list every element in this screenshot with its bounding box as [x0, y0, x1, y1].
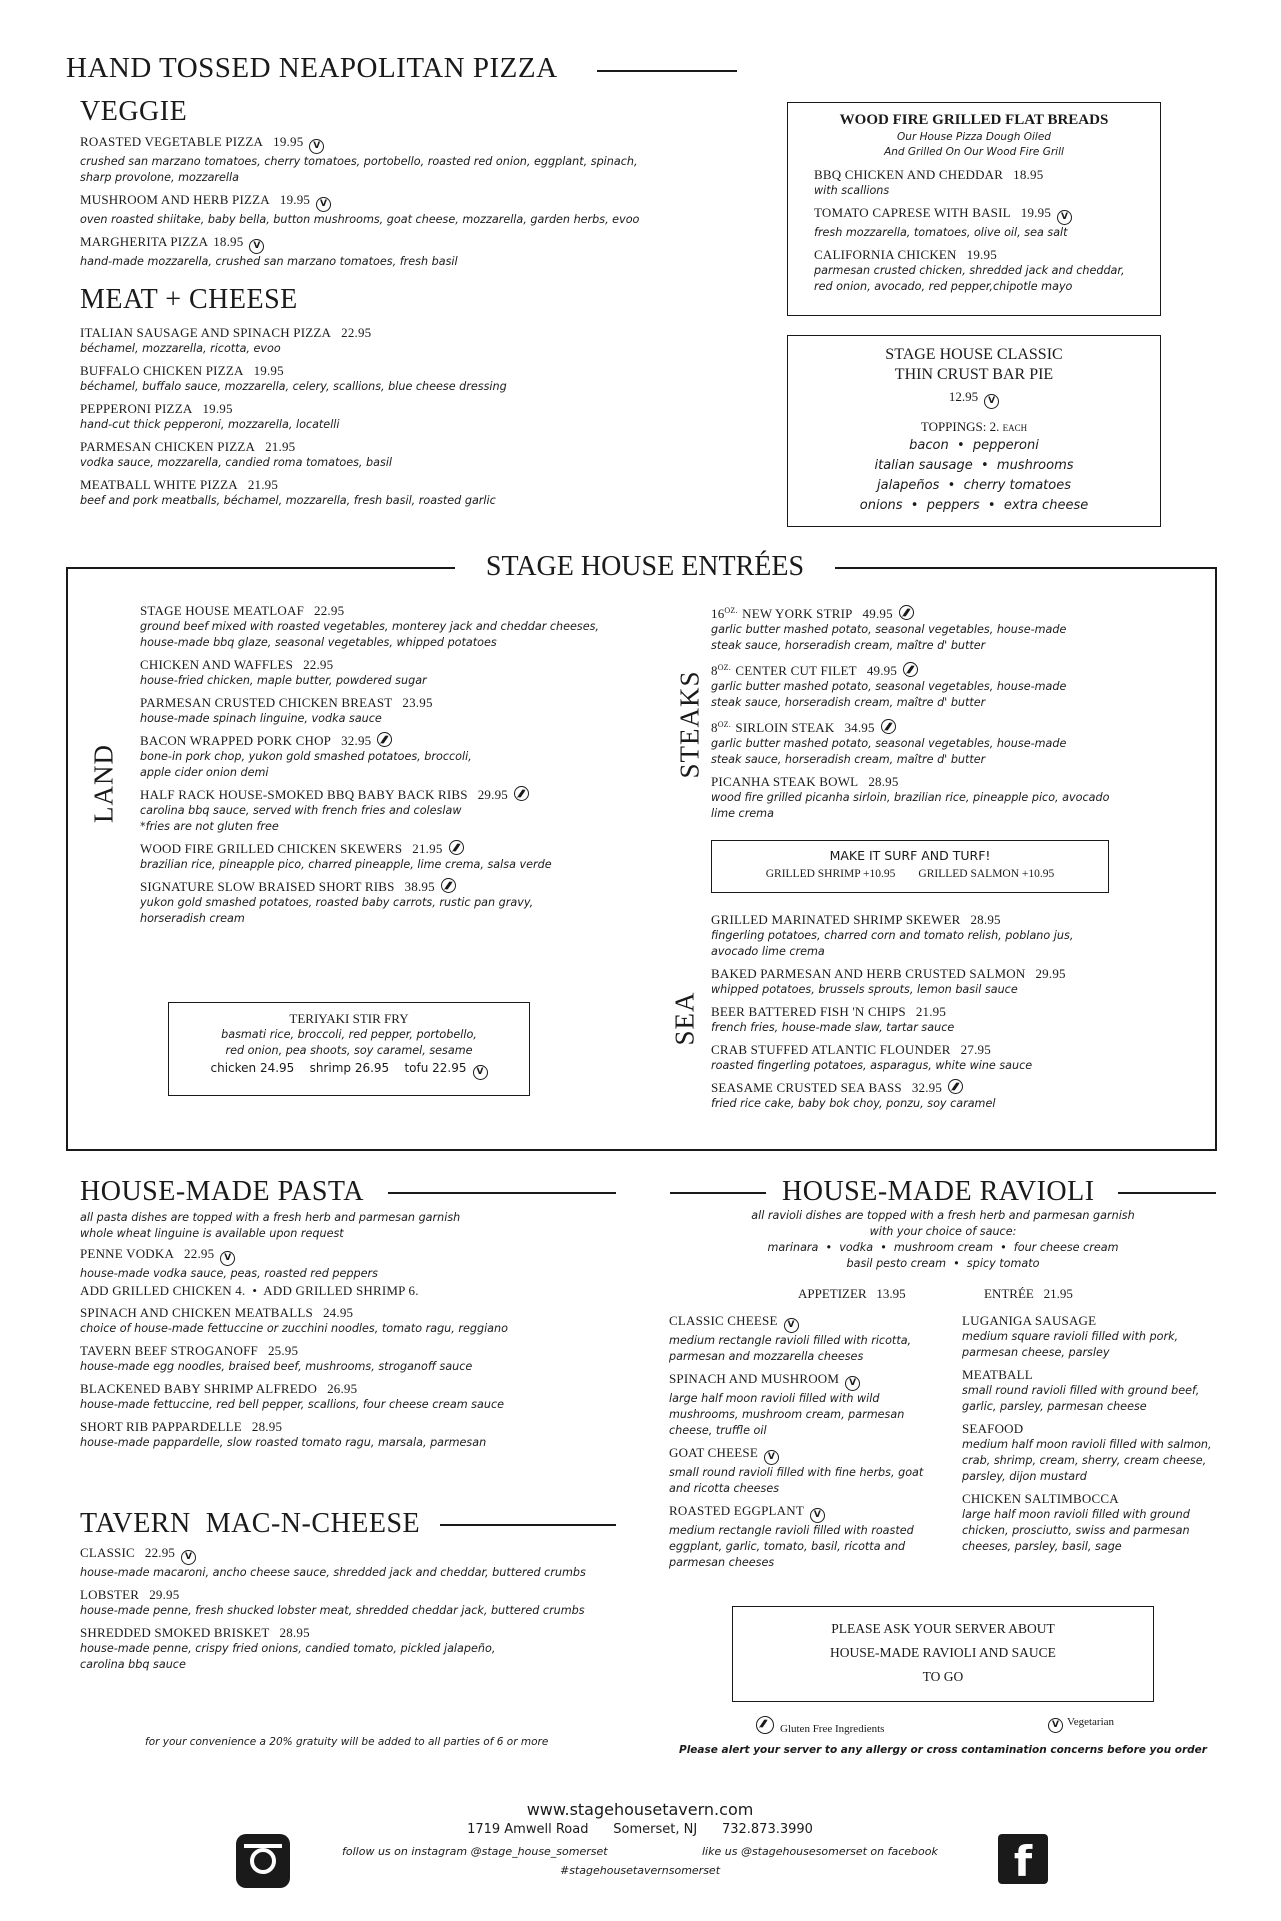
menu-item	[962, 1366, 1222, 1415]
item-description: house-made fettuccine, red bell pepper, scallions, four cheese cream sauce	[80, 1398, 504, 1411]
menu-item	[80, 438, 680, 471]
item-description: beef and pork meatballs, béchamel, mozzarella, fresh basil, roasted garlic	[80, 494, 496, 507]
steak-weight: 16	[711, 606, 725, 621]
toppings-each: EACH	[1002, 423, 1028, 433]
topping: extra cheese	[1003, 498, 1089, 513]
item-name: GOAT CHEESE	[669, 1445, 758, 1460]
menu-item	[80, 1624, 640, 1673]
item-name: STAGE HOUSE MEATLOAF	[140, 603, 305, 618]
legend-gluten-free	[756, 1716, 884, 1735]
item-description: hand-cut thick pepperoni, mozzarella, locatelli	[80, 418, 340, 431]
menu-item	[80, 1245, 640, 1282]
item-price: 25.95	[267, 1343, 299, 1358]
bar-pie-title-1: STAGE HOUSE CLASSIC	[885, 346, 1063, 363]
menu-item	[140, 786, 640, 835]
topping: mushrooms	[996, 458, 1074, 473]
item-name: WOOD FIRE GRILLED CHICKEN SKEWERS	[140, 841, 403, 856]
item-name: BEER BATTERED FISH 'N CHIPS	[711, 1004, 906, 1019]
allergy-note: Please alert your server to any allergy or cross contamination concerns before you order	[679, 1744, 1207, 1756]
menu-item	[962, 1420, 1222, 1485]
item-name: MUSHROOM AND HERB PIZZA	[80, 192, 270, 207]
item-name: TERIYAKI STIR FRY	[289, 1011, 409, 1026]
gluten-free-icon	[756, 1716, 774, 1734]
item-price: 28.95	[251, 1419, 283, 1434]
menu-item	[814, 166, 1160, 199]
item-price: 28.95	[868, 774, 899, 789]
item-name: SEAFOOD	[962, 1421, 1024, 1436]
item-name: LOBSTER	[80, 1587, 140, 1602]
gluten-free-icon	[441, 878, 456, 893]
meat-cheese-heading: MEAT + CHEESE	[80, 284, 298, 315]
meat-cheese-list	[80, 324, 680, 514]
pizza-title-rule	[597, 70, 737, 72]
item-description: house-made penne, fresh shucked lobster meat, shredded cheddar jack, buttered crumbs	[80, 1604, 585, 1617]
footer-instagram[interactable]: follow us on instagram @stage_house_somerset	[342, 1845, 608, 1858]
item-price: 28.95	[970, 912, 1001, 927]
item-description: crushed san marzano tomatoes, cherry tomatoes, portobello, roasted red onion, eggplant, spinach, sharp provolone, mozzarella	[80, 155, 638, 184]
item-name: SEASAME CRUSTED SEA BASS	[711, 1080, 902, 1095]
item-description: house-fried chicken, maple butter, powdered sugar	[140, 674, 427, 687]
surf-turf-option: GRILLED SHRIMP +10.95	[765, 868, 896, 880]
steaks-label: STEAKS	[674, 670, 705, 779]
instagram-icon[interactable]	[236, 1834, 290, 1888]
ravioli-sauces: marinara • vodka • mushroom cream • four cheese cream	[767, 1241, 1119, 1254]
veggie-heading: VEGGIE	[80, 96, 188, 127]
gluten-free-icon	[514, 786, 529, 801]
menu-item	[80, 362, 680, 395]
item-description: béchamel, buffalo sauce, mozzarella, celery, scallions, blue cheese dressing	[80, 380, 507, 393]
menu-item	[711, 1003, 1201, 1036]
menu-item	[711, 659, 1191, 711]
item-name: ROASTED VEGETABLE PIZZA	[80, 134, 264, 149]
item-description: vodka sauce, mozzarella, candied roma tomatoes, basil	[80, 456, 393, 469]
ravioli-note: with your choice of sauce:	[869, 1225, 1017, 1238]
item-name: NEW YORK STRIP	[742, 606, 853, 621]
vegetarian-icon: V	[309, 139, 324, 154]
steak-weight: 8	[711, 663, 718, 678]
land-list	[140, 602, 640, 932]
item-description: hand-made mozzarella, crushed san marzano tomatoes, fresh basil	[80, 255, 458, 268]
item-name: TAVERN BEEF STROGANOFF	[80, 1343, 258, 1358]
item-price: 22.95	[184, 1246, 215, 1261]
item-name: PARMESAN CHICKEN PIZZA	[80, 439, 256, 454]
item-description: whipped potatoes, brussels sprouts, lemon basil sauce	[711, 983, 1018, 996]
menu-item	[80, 324, 680, 357]
item-description: house-made spinach linguine, vodka sauce	[140, 712, 382, 725]
item-description: large half moon ravioli filled with ground chicken, prosciutto, swiss and parmesan cheeses, parsley, basil, sage	[962, 1508, 1190, 1553]
item-price: 21.95	[412, 841, 443, 856]
item-price: 19.95	[279, 192, 311, 207]
item-description: fresh mozzarella, tomatoes, olive oil, sea salt	[814, 226, 1068, 239]
item-name: HALF RACK HOUSE-SMOKED BBQ BABY BACK RIBS	[140, 787, 468, 802]
teriyaki-option: shrimp 26.95	[309, 1061, 390, 1075]
item-name: CLASSIC CHEESE	[669, 1313, 778, 1328]
item-name: MEATBALL	[962, 1367, 1033, 1382]
footer-address: 1719 Amwell Road	[467, 1822, 589, 1837]
item-name: GRILLED MARINATED SHRIMP SKEWER	[711, 912, 961, 927]
item-price: 19.95	[1020, 205, 1052, 220]
item-name: SIRLOIN STEAK	[735, 720, 835, 735]
menu-item	[80, 400, 680, 433]
gluten-free-icon	[449, 840, 464, 855]
item-description: brazilian rice, pineapple pico, charred pineapple, lime crema, salsa verde	[140, 858, 552, 871]
item-description: basmati rice, broccoli, red pepper, portobello,	[221, 1028, 477, 1041]
steak-weight-unit: OZ.	[717, 720, 731, 729]
gluten-free-icon	[948, 1079, 963, 1094]
item-price: 24.95	[322, 1305, 354, 1320]
steak-weight-unit: OZ.	[717, 663, 731, 672]
item-price: 32.95	[911, 1080, 943, 1095]
item-price: 22.95	[144, 1545, 176, 1560]
vegetarian-icon: V	[249, 239, 264, 254]
footer-facebook[interactable]: like us @stagehousesomerset on facebook	[702, 1845, 938, 1858]
legend-veg-label: Vegetarian	[1067, 1716, 1115, 1728]
item-note: *fries are not gluten free	[140, 820, 279, 833]
mac-list	[80, 1544, 640, 1678]
menu-item	[80, 191, 680, 228]
item-name: CALIFORNIA CHICKEN	[814, 247, 957, 262]
menu-item	[711, 911, 1201, 960]
topping: jalapeños	[877, 478, 940, 493]
ravioli-intro	[670, 1208, 1216, 1272]
footer-website[interactable]: www.stagehousetavern.com	[526, 1800, 754, 1819]
item-description: small round ravioli filled with ground beef, garlic, parsley, parmesan cheese	[962, 1384, 1200, 1413]
footer-contact	[400, 1822, 880, 1837]
item-price: 21.95	[247, 477, 279, 492]
item-price: 19.95	[253, 363, 284, 378]
item-price: 29.95	[477, 787, 508, 802]
item-price: 18.95	[213, 234, 244, 249]
item-description: béchamel, mozzarella, ricotta, evoo	[80, 342, 281, 355]
item-name: PARMESAN CRUSTED CHICKEN BREAST	[140, 695, 393, 710]
item-name: ROASTED EGGPLANT	[669, 1503, 805, 1518]
toppings-label: TOPPINGS: 2.	[920, 419, 1000, 434]
ravioli-to-go-box	[732, 1606, 1154, 1702]
menu-item	[711, 602, 1191, 654]
menu-item	[669, 1502, 929, 1571]
item-name: CHICKEN AND WAFFLES	[140, 657, 294, 672]
ravioli-title-rule-right	[1118, 1192, 1216, 1194]
gluten-free-icon	[903, 662, 918, 677]
item-price: 49.95	[866, 663, 898, 678]
menu-item	[711, 965, 1201, 998]
vegetarian-icon: V	[810, 1508, 825, 1523]
item-price: 34.95	[844, 720, 875, 735]
item-price: 27.95	[960, 1042, 991, 1057]
menu-item	[140, 878, 640, 927]
ravioli-note: all ravioli dishes are topped with a fresh herb and parmesan garnish	[751, 1209, 1135, 1222]
veggie-list	[80, 133, 680, 275]
item-name: MEATBALL WHITE PIZZA	[80, 477, 238, 492]
vegetarian-icon: V	[764, 1450, 779, 1465]
menu-item	[80, 1418, 640, 1451]
vegetarian-icon: V	[220, 1251, 235, 1266]
item-name: SHORT RIB PAPPARDELLE	[80, 1419, 242, 1434]
item-name: BLACKENED BABY SHRIMP ALFREDO	[80, 1381, 318, 1396]
item-description: small round ravioli filled with fine herbs, goat and ricotta cheeses	[669, 1466, 924, 1495]
item-price: 19.95	[202, 401, 233, 416]
flatbreads-box	[787, 102, 1161, 316]
item-description: yukon gold smashed potatoes, roasted baby carrots, rustic pan gravy, horseradish cream	[140, 896, 534, 925]
ravioli-title-rule-left	[670, 1192, 766, 1194]
menu-item	[80, 1342, 640, 1375]
vegetarian-icon: V	[845, 1376, 860, 1391]
item-name: BAKED PARMESAN AND HERB CRUSTED SALMON	[711, 966, 1026, 981]
bar-pie-price: 12.95	[948, 389, 979, 404]
item-name: LUGANIGA SAUSAGE	[962, 1313, 1097, 1328]
item-name: SIGNATURE SLOW BRAISED SHORT RIBS	[140, 879, 395, 894]
vegetarian-icon: V	[1057, 210, 1072, 225]
teriyaki-option: chicken 24.95	[210, 1061, 295, 1075]
item-price: 49.95	[862, 606, 893, 621]
flatbreads-subtitle-2: And Grilled On Our Wood Fire Grill	[884, 146, 1064, 158]
legend-gf-label: Gluten Free Ingredients	[780, 1723, 885, 1735]
footer-hashtag: #stagehousetavernsomerset	[559, 1864, 721, 1877]
item-description: garlic butter mashed potato, seasonal vegetables, house-made steak sauce, horseradish cream, maître d' butter	[711, 737, 1067, 766]
menu-item	[140, 694, 640, 727]
menu-item	[140, 656, 640, 689]
item-name: SHREDDED SMOKED BRISKET	[80, 1625, 270, 1640]
item-description: large half moon ravioli filled with wild mushrooms, mushroom cream, parmesan cheese, truffle oil	[669, 1392, 905, 1437]
item-name: CRAB STUFFED ATLANTIC FLOUNDER	[711, 1042, 951, 1057]
facebook-icon[interactable]: f	[998, 1834, 1048, 1884]
mac-title-rule	[440, 1524, 616, 1526]
item-description: medium rectangle ravioli filled with roasted eggplant, garlic, tomato, basil, ricotta and parmesan cheeses	[669, 1524, 914, 1569]
item-price: 29.95	[149, 1587, 180, 1602]
topping: bacon	[909, 438, 949, 453]
vegetarian-icon: V	[316, 197, 331, 212]
menu-item	[711, 716, 1191, 768]
surf-turf-box	[711, 840, 1109, 893]
menu-item	[80, 1304, 640, 1337]
menu-item	[669, 1312, 929, 1365]
legend-vegetarian	[1048, 1716, 1114, 1733]
vegetarian-icon: V	[181, 1550, 196, 1565]
pasta-title-rule	[388, 1192, 616, 1194]
menu-item	[140, 732, 640, 781]
item-description: house-made pappardelle, slow roasted tomato ragu, marsala, parmesan	[80, 1436, 487, 1449]
menu-item	[962, 1490, 1222, 1555]
item-description: choice of house-made fettuccine or zucchini noodles, tomato ragu, reggiano	[80, 1322, 508, 1335]
surf-turf-title: MAKE IT SURF AND TURF!	[829, 848, 991, 863]
ravioli-appetizer-price: APPETIZER 13.95	[798, 1286, 906, 1301]
item-name: MARGHERITA PIZZA	[80, 234, 209, 249]
item-description: with scallions	[814, 184, 890, 197]
item-description: parmesan crusted chicken, shredded jack and cheddar, red onion, avocado, red pepper,chipotle mayo	[814, 264, 1125, 293]
vegetarian-icon: V	[1048, 1718, 1063, 1733]
item-price: 19.95	[273, 134, 304, 149]
item-description: medium rectangle ravioli filled with ricotta, parmesan and mozzarella cheeses	[669, 1334, 912, 1363]
topping: italian sausage	[874, 458, 973, 473]
steaks-list	[711, 602, 1191, 827]
menu-item	[140, 840, 640, 873]
item-description: house-made vodka sauce, peas, roasted red peppers	[80, 1267, 378, 1280]
ravioli-left-list	[669, 1312, 929, 1576]
item-price: 18.95	[1013, 167, 1044, 182]
menu-item	[814, 246, 1160, 295]
item-name: ITALIAN SAUSAGE AND SPINACH PIZZA	[80, 325, 332, 340]
mac-heading: TAVERN MAC-N-CHEESE	[80, 1508, 421, 1539]
item-name: PICANHA STEAK BOWL	[711, 774, 859, 789]
item-price: 19.95	[966, 247, 997, 262]
gluten-free-icon	[899, 605, 914, 620]
bar-pie-title-2: THIN CRUST BAR PIE	[894, 366, 1054, 383]
item-description: house-made macaroni, ancho cheese sauce, shredded jack and cheddar, buttered crumbs	[80, 1566, 586, 1579]
menu-item	[80, 233, 680, 270]
item-price: 22.95	[314, 603, 345, 618]
item-name: PEPPERONI PIZZA	[80, 401, 193, 416]
item-description: oven roasted shiitake, baby bella, button mushrooms, goat cheese, mozzarella, garden herbs, evoo	[80, 213, 640, 226]
to-go-line: PLEASE ASK YOUR SERVER ABOUT	[831, 1621, 1055, 1636]
menu-item	[669, 1370, 929, 1439]
item-description: wood fire grilled picanha sirloin, brazilian rice, pineapple pico, avocado lime crema	[711, 791, 1110, 820]
sea-list	[711, 911, 1201, 1117]
bar-pie-box: STAGE HOUSE CLASSIC THIN CRUST BAR PIE 12.95 V TOPPINGS: 2. EACH bacon • pepperoni italian sausage • mushrooms jalapeños • cherry tomatoes onions • peppers • extra cheese	[787, 335, 1161, 527]
teriyaki-option: tofu 22.95	[404, 1061, 467, 1075]
ravioli-entree-price: ENTRÉE 21.95	[984, 1286, 1073, 1301]
item-price: 29.95	[1035, 966, 1066, 981]
item-name: BUFFALO CHICKEN PIZZA	[80, 363, 244, 378]
vegetarian-icon: V	[473, 1065, 488, 1080]
item-price: 28.95	[279, 1625, 310, 1640]
gluten-free-icon	[377, 732, 392, 747]
pizza-section-title: HAND TOSSED NEAPOLITAN PIZZA	[66, 52, 558, 84]
item-description: medium half moon ravioli filled with salmon, crab, shrimp, cream, sherry, cream cheese, parsley, dijon mustard	[962, 1438, 1212, 1483]
vegetarian-icon: V	[784, 1318, 799, 1333]
item-description: red onion, pea shoots, soy caramel, sesame	[225, 1044, 473, 1057]
ravioli-sauces: basil pesto cream • spicy tomato	[846, 1257, 1040, 1270]
item-name: CLASSIC	[80, 1545, 135, 1560]
item-price: 21.95	[915, 1004, 947, 1019]
item-description: french fries, house-made slaw, tartar sauce	[711, 1021, 955, 1034]
item-price: 21.95	[265, 439, 296, 454]
pasta-note: whole wheat linguine is available upon request	[80, 1227, 344, 1240]
item-price: 22.95	[303, 657, 334, 672]
menu-item	[80, 476, 680, 509]
steak-weight: 8	[711, 720, 718, 735]
item-name: SPINACH AND CHICKEN MEATBALLS	[80, 1305, 313, 1320]
ravioli-right-list	[962, 1312, 1222, 1560]
menu-item	[80, 1380, 640, 1413]
menu-item	[80, 1586, 640, 1619]
item-name: PENNE VODKA	[80, 1246, 175, 1261]
item-description: roasted fingerling potatoes, asparagus, white wine sauce	[711, 1059, 1033, 1072]
item-description: fried rice cake, baby bok choy, ponzu, soy caramel	[711, 1097, 996, 1110]
flatbreads-title: WOOD FIRE GRILLED FLAT BREADS	[839, 112, 1109, 128]
item-name: TOMATO CAPRESE WITH BASIL	[814, 205, 1011, 220]
item-description: carolina bbq sauce, served with french fries and coleslaw	[140, 804, 462, 817]
item-description: fingerling potatoes, charred corn and tomato relish, poblano jus, avocado lime crema	[711, 929, 1074, 958]
item-price: 23.95	[402, 695, 433, 710]
topping: pepperoni	[972, 438, 1039, 453]
surf-turf-option: GRILLED SALMON +10.95	[918, 868, 1055, 880]
vegetarian-icon: V	[984, 394, 999, 409]
flatbreads-subtitle-1: Our House Pizza Dough Oiled	[897, 131, 1051, 143]
topping: onions	[859, 498, 903, 513]
item-description: bone-in pork chop, yukon gold smashed potatoes, broccoli, apple cider onion demi	[140, 750, 472, 779]
menu-item	[711, 1041, 1201, 1074]
entrees-title: STAGE HOUSE ENTRÉES	[455, 551, 835, 583]
item-name: CENTER CUT FILET	[735, 663, 857, 678]
footer-city: Somerset, NJ	[613, 1822, 698, 1837]
item-name: CHICKEN SALTIMBOCCA	[962, 1491, 1119, 1506]
item-description: house-made egg noodles, braised beef, mushrooms, stroganoff sauce	[80, 1360, 473, 1373]
item-name: SPINACH AND MUSHROOM	[669, 1371, 840, 1386]
item-price: 22.95	[341, 325, 372, 340]
item-description: garlic butter mashed potato, seasonal vegetables, house-made steak sauce, horseradish cream, maître d' butter	[711, 680, 1067, 709]
item-description: ground beef mixed with roasted vegetables, monterey jack and cheddar cheeses, house-made bbq glaze, seasonal vegetables, whipped potatoes	[140, 620, 599, 649]
menu-item	[140, 602, 640, 651]
to-go-line: HOUSE-MADE RAVIOLI AND SAUCE	[830, 1645, 1056, 1660]
menu-item	[711, 773, 1191, 822]
pasta-heading: HOUSE-MADE PASTA	[80, 1176, 364, 1207]
pasta-note: all pasta dishes are topped with a fresh herb and parmesan garnish	[80, 1211, 461, 1224]
footer-phone: 732.873.3990	[721, 1822, 813, 1837]
gluten-free-icon	[881, 719, 896, 734]
menu-item	[80, 1544, 640, 1581]
steak-weight-unit: OZ.	[724, 606, 738, 615]
menu-item	[962, 1312, 1222, 1361]
pasta-section	[80, 1210, 640, 1456]
item-description: garlic butter mashed potato, seasonal vegetables, house-made steak sauce, horseradish cream, maître d' butter	[711, 623, 1067, 652]
to-go-line: TO GO	[922, 1669, 964, 1684]
land-label: LAND	[88, 744, 119, 823]
menu-item	[80, 133, 680, 186]
item-price: 32.95	[341, 733, 372, 748]
ravioli-heading: HOUSE-MADE RAVIOLI	[782, 1176, 1095, 1207]
menu-item	[669, 1444, 929, 1497]
sea-label: SEA	[669, 991, 700, 1046]
item-name: BBQ CHICKEN AND CHEDDAR	[814, 167, 1004, 182]
menu-item	[711, 1079, 1201, 1112]
item-name: BACON WRAPPED PORK CHOP	[140, 733, 332, 748]
item-description: house-made penne, crispy fried onions, candied tomato, pickled jalapeño, carolina bbq sauce	[80, 1642, 496, 1671]
item-price: 26.95	[327, 1381, 358, 1396]
gratuity-note: for your convenience a 20% gratuity will be added to all parties of 6 or more	[145, 1736, 549, 1748]
topping: cherry tomatoes	[963, 478, 1071, 493]
topping: peppers	[926, 498, 980, 513]
pasta-addon: ADD GRILLED CHICKEN 4. • ADD GRILLED SHRIMP 6.	[80, 1283, 419, 1298]
menu-item	[814, 204, 1160, 241]
item-description: medium square ravioli filled with pork, parmesan cheese, parsley	[962, 1330, 1179, 1359]
teriyaki-box	[168, 1002, 530, 1096]
item-price: 38.95	[404, 879, 435, 894]
